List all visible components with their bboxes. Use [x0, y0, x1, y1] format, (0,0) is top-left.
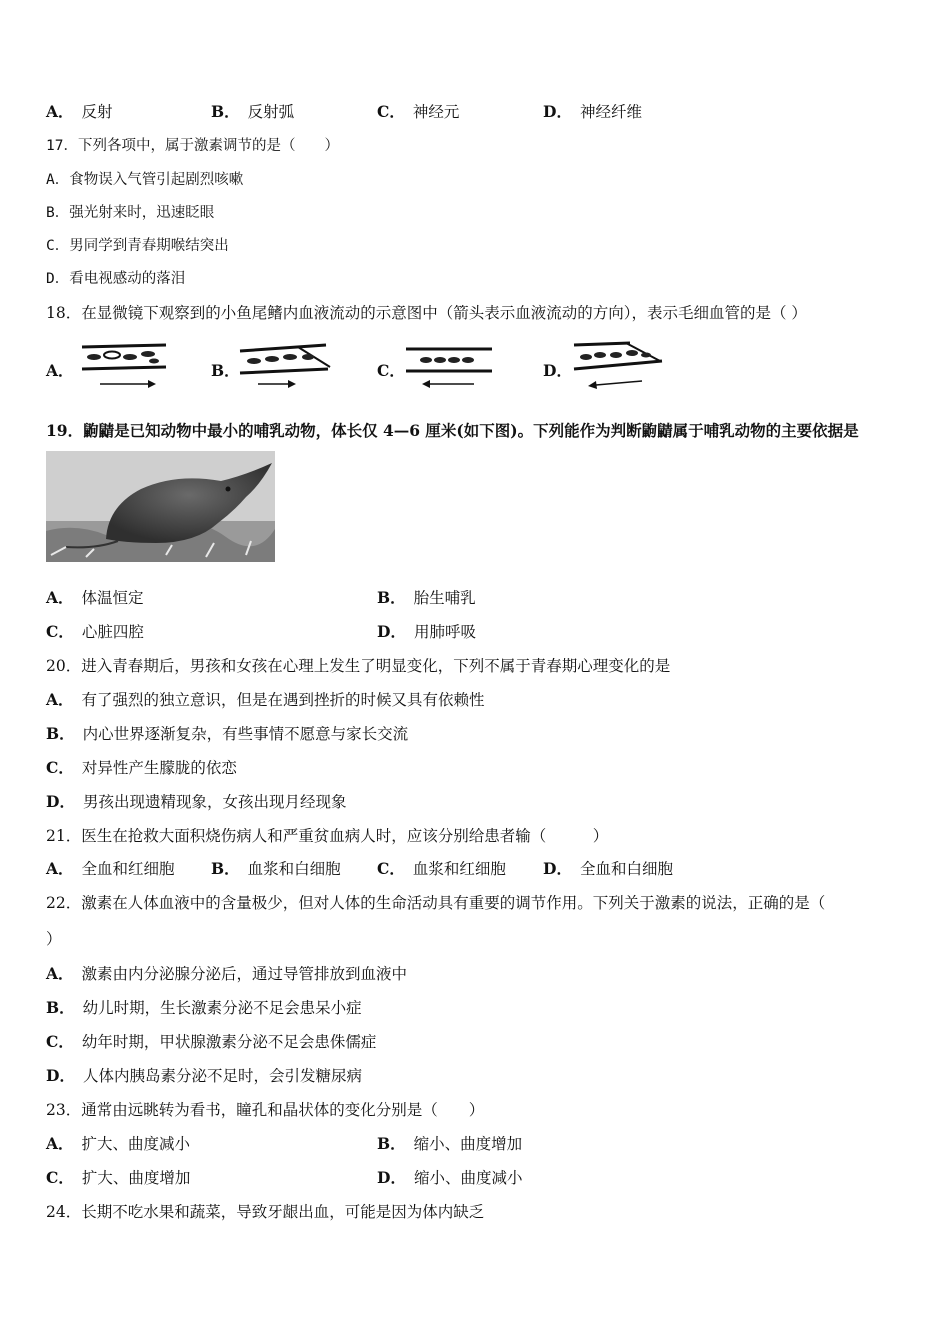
- q16-option-b: B． 反射弧: [211, 102, 295, 121]
- shrew-photo: [46, 451, 275, 562]
- q18-figure-a: [80, 341, 170, 391]
- q17-stem: 17．下列各项中，属于激素调节的是（ ）: [46, 138, 339, 154]
- q22-stem-cont: ）: [46, 930, 62, 948]
- q20-option-a: A． 有了强烈的独立意识，但是在遇到挫折的时候又具有依赖性: [46, 690, 485, 709]
- q16-option-c: C． 神经元: [377, 102, 460, 121]
- q17-option-b: B．强光射来时，迅速眨眼: [46, 205, 215, 221]
- q22-stem: 22．激素在人体血液中的含量极少，但对人体的生命活动具有重要的调节作用。下列关于激素的说法，正确的是（: [46, 894, 826, 912]
- q20-option-c: C． 对异性产生朦胧的依恋: [46, 758, 237, 777]
- q19-option-d: D． 用肺呼吸: [377, 622, 476, 641]
- q20-option-b: B． 内心世界逐渐复杂，有些事情不愿意与家长交流: [46, 724, 409, 743]
- q23-option-d: D． 缩小、曲度减小: [377, 1168, 523, 1187]
- q17-option-c: C．男同学到青春期喉结突出: [46, 238, 229, 254]
- q21-option-b: B． 血浆和白细胞: [211, 859, 341, 878]
- q23-stem: 23．通常由远眺转为看书，瞳孔和晶状体的变化分别是（ ）: [46, 1101, 485, 1119]
- q18-stem: 18．在显微镜下观察到的小鱼尾鳍内血液流动的示意图中（箭头表示血液流动的方向），表示毛细血管的是（ ）: [46, 304, 807, 322]
- q18-label-a: A．: [46, 361, 74, 380]
- q21-stem: 21．医生在抢救大面积烧伤病人和严重贫血病人时，应该分别给患者输（ ）: [46, 827, 609, 845]
- q19-option-a: A． 体温恒定: [46, 588, 144, 607]
- q16-option-a: A． 反射: [46, 102, 113, 121]
- q20-option-d: D． 男孩出现遗精现象，女孩出现月经现象: [46, 792, 347, 811]
- q22-option-c: C． 幼年时期，甲状腺激素分泌不足会患侏儒症: [46, 1032, 377, 1051]
- q21-option-d: D． 全血和白细胞: [543, 859, 673, 878]
- q23-option-a: A． 扩大、曲度减小: [46, 1134, 191, 1153]
- q18-label-d: D．: [543, 361, 572, 380]
- q18-figure-c: [404, 345, 496, 391]
- q17-option-a: A．食物误入气管引起剧烈咳嗽: [46, 172, 244, 188]
- q18-figure-b: [238, 341, 334, 391]
- q22-option-b: B． 幼儿时期，生长激素分泌不足会患呆小症: [46, 998, 362, 1017]
- q19-stem: 19．鼩鼱是已知动物中最小的哺乳动物，体长仅 4—6 厘米(如下图)。下列能作为判断鼩鼱属于哺乳动物的主要依据是: [46, 421, 859, 440]
- q18-label-b: B．: [211, 361, 240, 380]
- q19-option-b: B． 胎生哺乳: [377, 588, 476, 607]
- q22-option-a: A． 激素由内分泌腺分泌后，通过导管排放到血液中: [46, 964, 408, 983]
- q18-figure-d: [570, 339, 666, 395]
- q18-label-c: C．: [377, 361, 405, 380]
- q16-option-d: D． 神经纤维: [543, 102, 642, 121]
- q21-option-a: A． 全血和红细胞: [46, 859, 175, 878]
- q19-option-c: C． 心脏四腔: [46, 622, 144, 641]
- q24-stem: 24．长期不吃水果和蔬菜，导致牙龈出血，可能是因为体内缺乏: [46, 1203, 485, 1221]
- q20-stem: 20．进入青春期后，男孩和女孩在心理上发生了明显变化，下列不属于青春期心理变化的是: [46, 657, 671, 675]
- q22-option-d: D． 人体内胰岛素分泌不足时，会引发糖尿病: [46, 1066, 362, 1085]
- q23-option-b: B． 缩小、曲度增加: [377, 1134, 523, 1153]
- q21-option-c: C． 血浆和红细胞: [377, 859, 506, 878]
- q17-option-d: D．看电视感动的落泪: [46, 271, 186, 287]
- q23-option-c: C． 扩大、曲度增加: [46, 1168, 191, 1187]
